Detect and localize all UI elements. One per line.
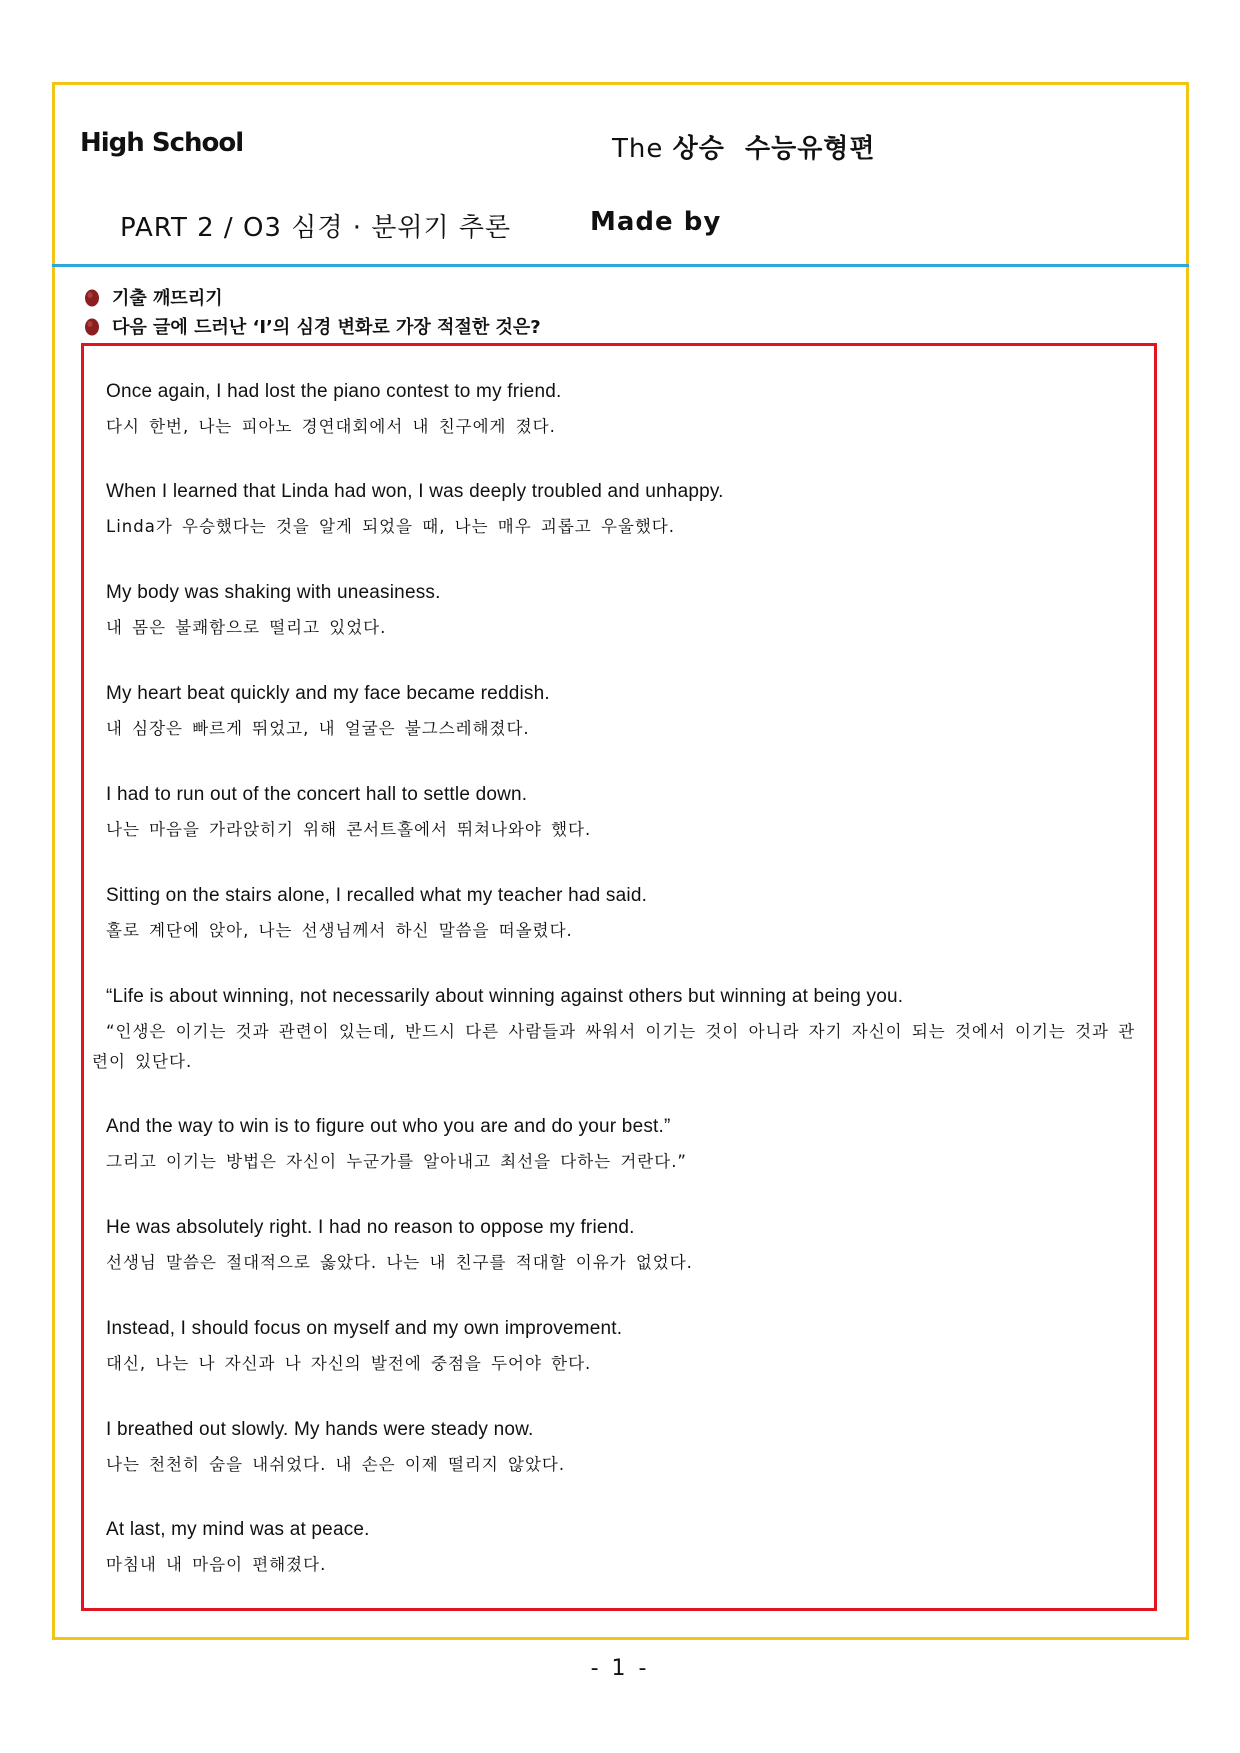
korean-translation: 선생님 말씀은 절대적으로 옳았다. 나는 내 친구를 적대할 이유가 없었다. — [106, 1253, 693, 1272]
page-number: - 1 - — [590, 1656, 650, 1681]
passage-pair — [106, 682, 1146, 744]
english-sentence: I breathed out slowly. My hands were steady now. — [106, 1419, 534, 1440]
english-sentence: At last, my mind was at peace. — [106, 1519, 370, 1540]
bullet-icon — [84, 288, 100, 307]
korean-translation: 마침내 내 마음이 편해졌다. — [106, 1555, 327, 1574]
korean-translation: 다시 한번, 나는 피아노 경연대회에서 내 친구에게 졌다. — [106, 417, 556, 436]
header-divider — [52, 264, 1189, 267]
section-label-line — [84, 284, 223, 310]
english-sentence: Once again, I had lost the piano contest to my friend. — [106, 381, 562, 402]
passage-pair — [106, 783, 1146, 845]
made-by-label: Made by — [590, 207, 722, 237]
english-sentence: I had to run out of the concert hall to settle down. — [106, 784, 528, 805]
english-sentence: When I learned that Linda had won, I was deeply troubled and unhappy. — [106, 481, 724, 502]
english-sentence: “Life is about winning, not necessarily about winning against others but winning at being you. — [106, 986, 904, 1007]
english-sentence: My body was shaking with uneasiness. — [106, 582, 441, 603]
korean-translation: 홀로 계단에 앉아, 나는 선생님께서 하신 말씀을 떠올렸다. — [106, 921, 573, 940]
part-heading: PART 2 / O3 심경 · 분위기 추론 — [120, 213, 512, 243]
book-title-main: 상승 수능유형편 — [672, 134, 876, 164]
korean-translation: 나는 마음을 가라앉히기 위해 콘서트홀에서 뛰쳐나와야 했다. — [106, 820, 592, 839]
english-sentence: My heart beat quickly and my face became reddish. — [106, 683, 550, 704]
passage-pair — [106, 480, 1146, 542]
passage-pair — [106, 581, 1146, 643]
english-sentence: Instead, I should focus on myself and my own improvement. — [106, 1318, 623, 1339]
korean-translation: 내 몸은 불쾌함으로 떨리고 있었다. — [106, 618, 387, 637]
english-sentence: He was absolutely right. I had no reason to oppose my friend. — [106, 1217, 635, 1238]
english-sentence: And the way to win is to figure out who you are and do your best.” — [106, 1116, 671, 1137]
question-line — [84, 313, 541, 339]
book-title — [612, 128, 876, 165]
passage-pair — [106, 1317, 1146, 1379]
bullet-icon — [84, 317, 100, 336]
passage-pair — [106, 380, 1146, 442]
korean-translation: 대신, 나는 나 자신과 나 자신의 발전에 중점을 두어야 한다. — [106, 1354, 592, 1373]
korean-translation: 그리고 이기는 방법은 자신이 누군가를 알아내고 최선을 다하는 거란다.” — [106, 1152, 687, 1171]
question-text: 다음 글에 드러난 ‘I’의 심경 변화로 가장 적절한 것은? — [112, 317, 541, 338]
passage-pair — [106, 1216, 1146, 1278]
korean-translation: “인생은 이기는 것과 관련이 있는데, 반드시 다른 사람들과 싸워서 이기는 것이 아니라 자기 자신이 되는 것에서 이기는 것과 관련이 있단다. — [92, 1022, 1136, 1071]
korean-translation: 내 심장은 빠르게 뛰었고, 내 얼굴은 불그스레해졌다. — [106, 719, 530, 738]
passage-pair — [106, 1518, 1146, 1580]
passage-pair — [106, 884, 1146, 946]
passage-pair — [92, 985, 1146, 1077]
korean-translation: 나는 천천히 숨을 내쉬었다. 내 손은 이제 떨리지 않았다. — [106, 1455, 566, 1474]
school-level: High School — [80, 128, 244, 158]
english-sentence: Sitting on the stairs alone, I recalled what my teacher had said. — [106, 885, 648, 906]
passage-pair — [106, 1418, 1146, 1480]
korean-translation: Linda가 우승했다는 것을 알게 되었을 때, 나는 매우 괴롭고 우울했다. — [106, 517, 675, 536]
section-label: 기출 깨뜨리기 — [112, 288, 223, 309]
book-title-prefix: The — [612, 134, 664, 164]
passage-pair — [106, 1115, 1146, 1177]
